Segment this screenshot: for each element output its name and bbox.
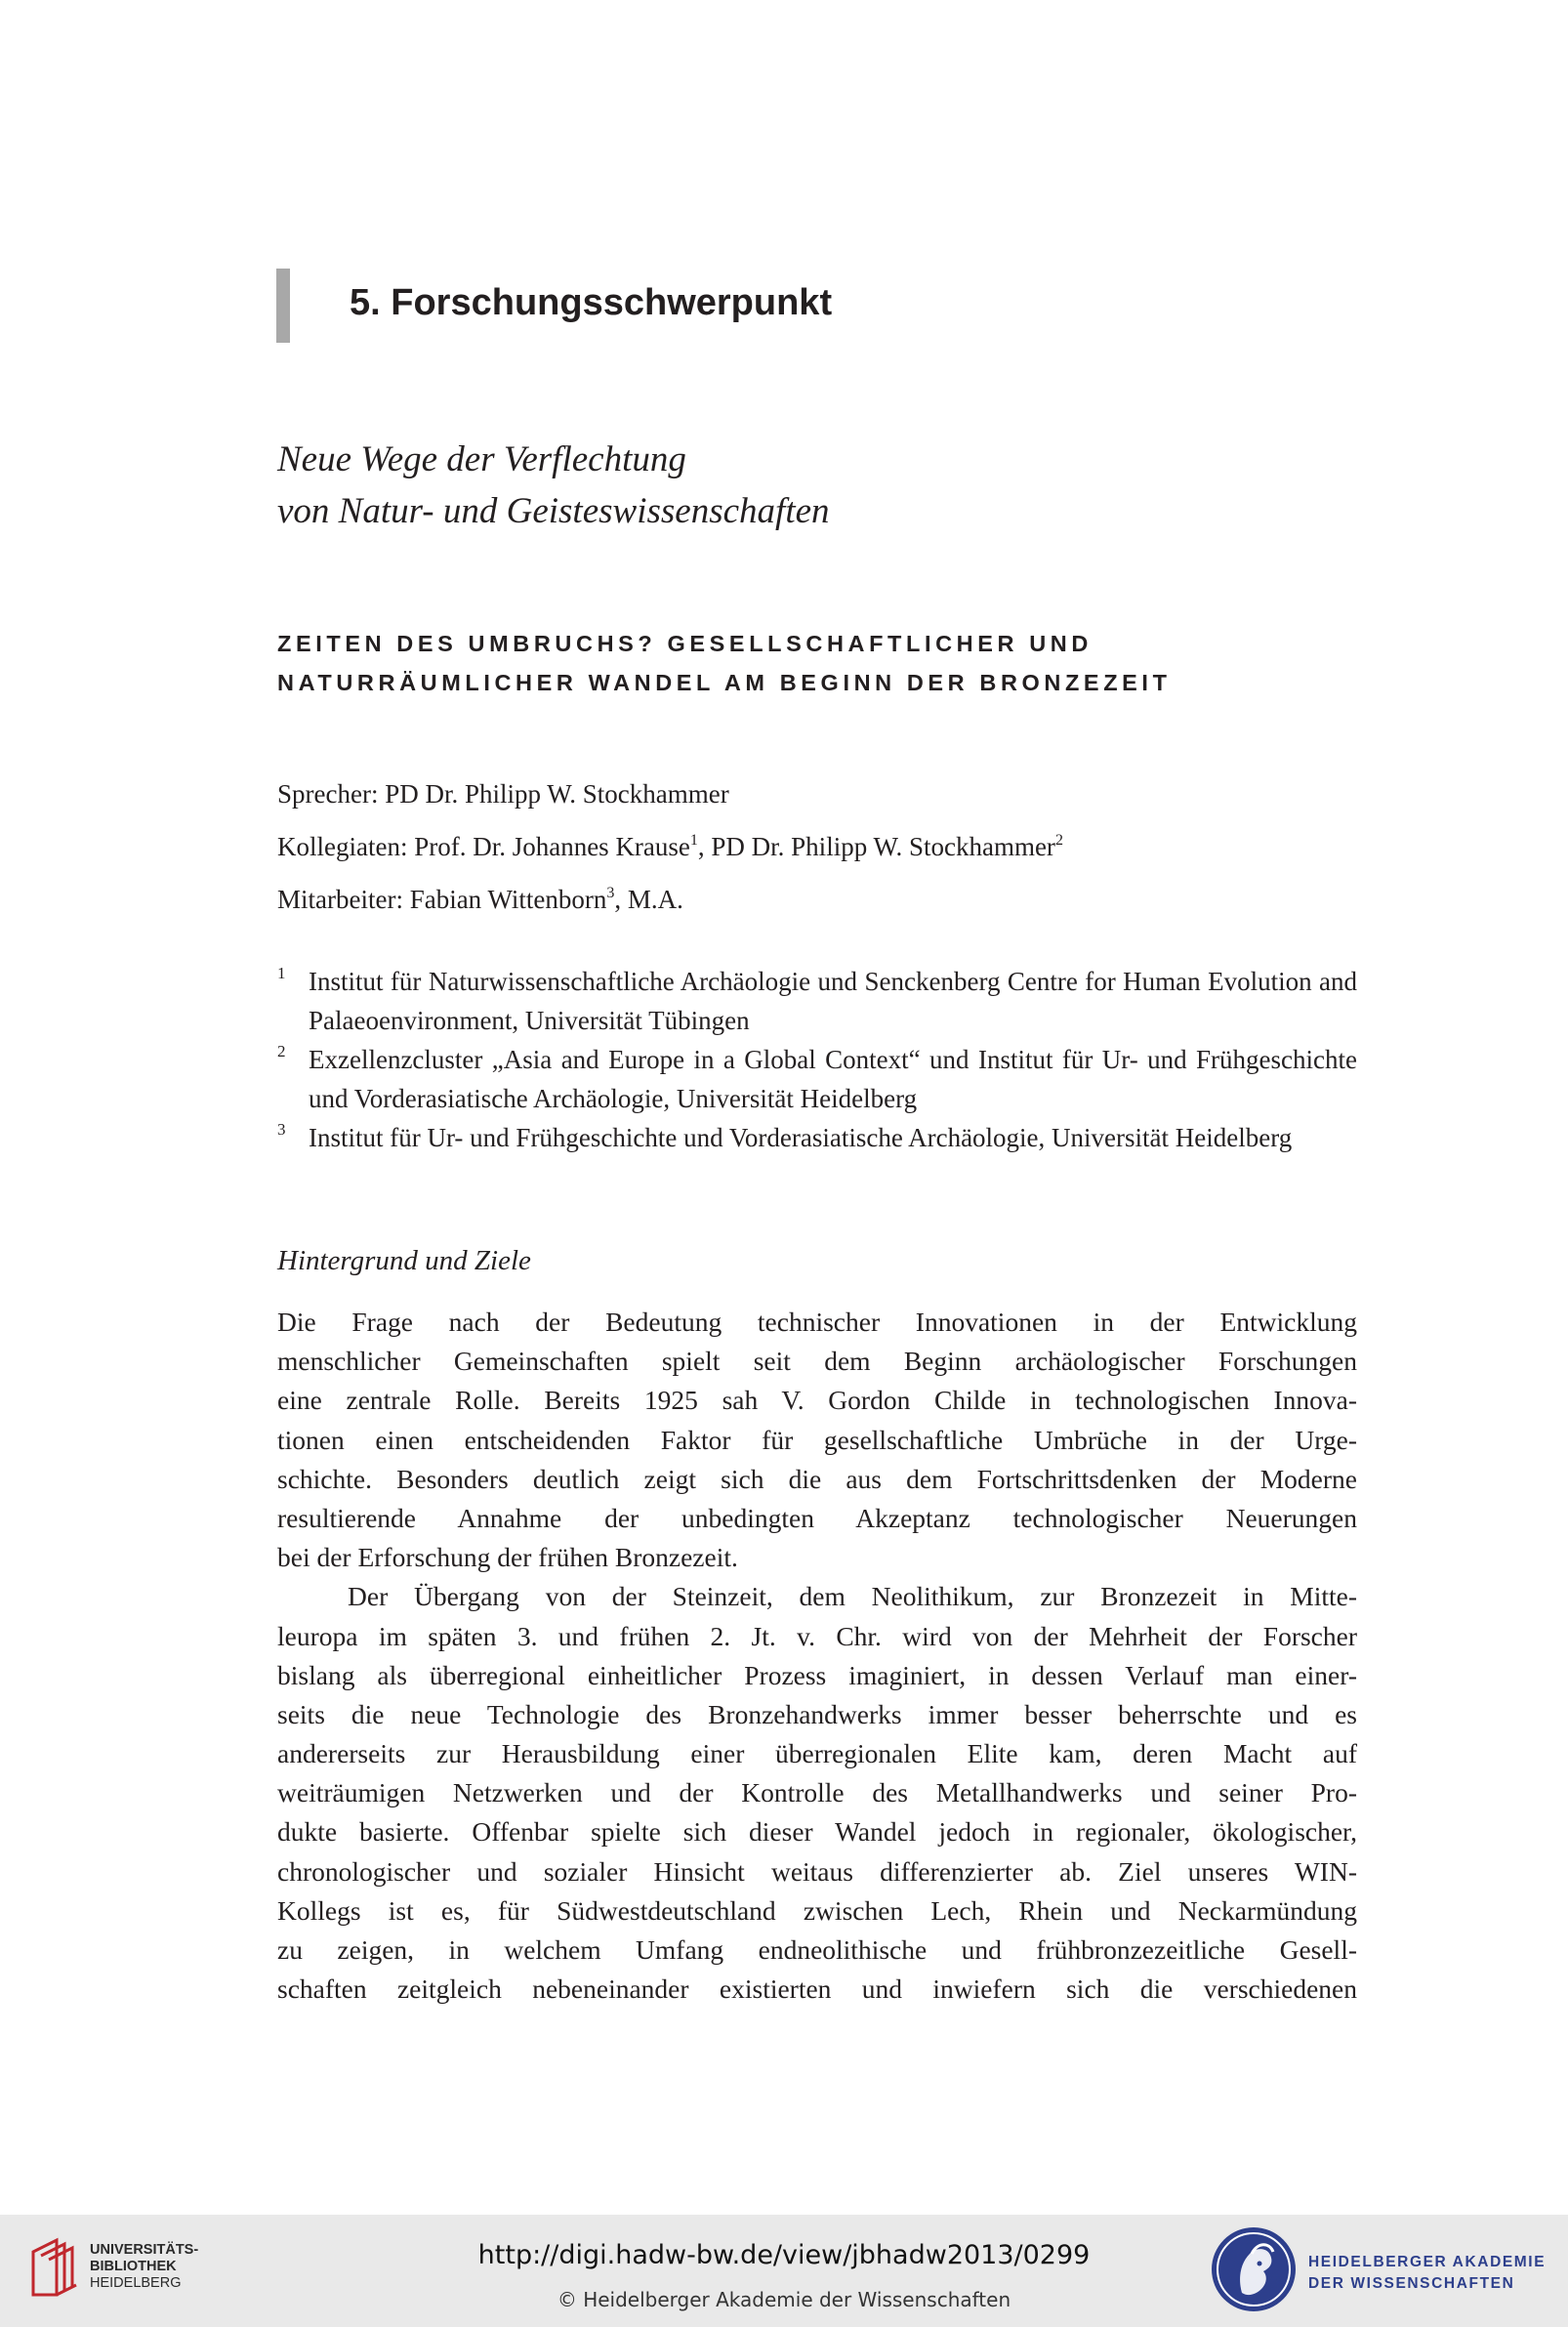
body-line: dukte basierte. Offenbar spielte sich dieser Wandel jedoch in regionaler, ökologischer, [277,1816,1357,1848]
section-heading: Hintergrund und Ziele [277,1245,531,1276]
body-line: leuropa im späten 3. und frühen 2. Jt. v. Chr. wird von der Mehrheit der Forscher [277,1620,1357,1651]
affiliation-notes [277,962,1357,1157]
footnote-ref: 1 [689,832,698,849]
chapter-title: 5. Forschungsschwerpunkt [350,282,833,323]
note-text: Exzellenzcluster „Asia and Europe in a Global Context“ und Institut für Ur- und Frühgeschichte und Vorderasiatische Archäologie, Universität Heidelberg [309,1045,1357,1113]
wordmark-line: BIBLIOTHEK [90,2259,177,2274]
body-line: Der Übergang von der Steinzeit, dem Neolithikum, zur Bronzezeit in Mitte- [348,1581,1357,1612]
affiliation-note [277,962,1357,1040]
body-line: zu zeigen, in welchem Umfang endneolithische und frühbronzezeitliche Gesell- [277,1934,1357,1965]
staff-line [277,873,1351,926]
body-line: tionen einen entscheidenden Faktor für gesellschaftliche Umbrüche in der Urge- [277,1424,1357,1455]
body-line: weiträumigen Netzwerken und der Kontrolle des Metallhandwerks und seiner Pro- [277,1777,1357,1808]
fellows-line [277,820,1351,873]
note-number: 2 [277,1042,286,1060]
body-line: chronologischer und sozialer Hinsicht weitaus differenzierter ab. Ziel unseres WIN- [277,1855,1357,1887]
footnote-ref: 2 [1054,832,1063,849]
note-text: Institut für Ur- und Frühgeschichte und Vorderasiatische Archäologie, Universität Heidelberg [309,1123,1293,1152]
chapter-marker-bar [276,269,290,343]
note-number: 3 [277,1120,286,1139]
wordmark-line: DER WISSENSCHAFTEN [1308,2275,1515,2292]
body-line: schaften zeitgleich nebeneinander existierten und inwiefern sich die verschiedenen [277,1974,1357,2005]
speaker-line: Sprecher: PD Dr. Philipp W. Stockhammer [277,779,729,809]
project-heading-line: NATURRÄUMLICHER WANDEL AM BEGINN DER BRONZEZEIT [277,670,1172,695]
copyright-notice: © Heidelberger Akademie der Wissenschaften [557,2288,1011,2311]
staff-text: Mitarbeiter: Fabian Wittenborn [277,885,607,914]
staff-text: , M.A. [614,885,683,914]
note-text: Institut für Naturwissenschaftliche Archäologie und Senckenberg Centre for Human Evolution and Palaeoenvironment, Universität Tübingen [309,967,1357,1035]
permalink-url[interactable]: http://digi.hadw-bw.de/view/jbhadw2013/0299 [477,2240,1091,2270]
body-line: bislang als überregional einheitlicher Prozess imaginiert, in dessen Verlauf man einer- [277,1659,1357,1690]
affiliation-note [277,1118,1357,1157]
body-line: menschlicher Gemeinschaften spielt seit dem Beginn archäologischer Forschungen [277,1346,1357,1377]
wordmark-line: HEIDELBERG [90,2275,182,2291]
athena-seal-icon[interactable] [1209,2224,1299,2314]
wordmark-line: UNIVERSITÄTS- [90,2242,199,2258]
body-line: andererseits zur Herausbildung einer überregionalen Elite kam, deren Macht auf [277,1738,1357,1769]
fellows-text: Kollegiaten: Prof. Dr. Johannes Krause [277,832,690,861]
footer-bar [0,2215,1568,2327]
body-line: Kollegs ist es, für Südwestdeutschland zwischen Lech, Rhein und Neckarmündung [277,1894,1357,1926]
project-heading [277,624,1371,702]
body-line: resultierende Annahme der unbedingten Akzeptanz technologischer Neuerungen [277,1502,1357,1533]
footnote-ref: 3 [606,885,615,901]
body-text [277,1303,1357,2009]
body-line: seits die neue Technologie des Bronzehandwerks immer besser beherrschte und es [277,1698,1357,1729]
body-line: schichte. Besonders deutlich zeigt sich die aus dem Fortschrittsdenken der Moderne [277,1463,1357,1494]
body-line: Die Frage nach der Bedeutung technischer Innovationen in der Entwicklung [277,1307,1357,1337]
fellows-text: , PD Dr. Philipp W. Stockhammer [697,832,1055,861]
subtitle-line: von Natur- und Geisteswissenschaften [277,491,830,531]
subtitle [277,434,1351,537]
body-line: bei der Erforschung der frühen Bronzezeit. [277,1542,738,1573]
project-credits [277,768,1351,926]
note-number: 1 [277,964,286,982]
subtitle-line: Neue Wege der Verflechtung [277,439,686,479]
affiliation-note [277,1040,1357,1118]
body-line: eine zentrale Rolle. Bereits 1925 sah V. Gordon Childe in technologischen Innova- [277,1385,1357,1416]
academy-wordmark[interactable] [1308,2252,1546,2295]
project-heading-line: ZEITEN DES UMBRUCHS? GESELLSCHAFTLICHER UND [277,631,1093,656]
wordmark-line: HEIDELBERGER AKADEMIE [1308,2254,1547,2270]
